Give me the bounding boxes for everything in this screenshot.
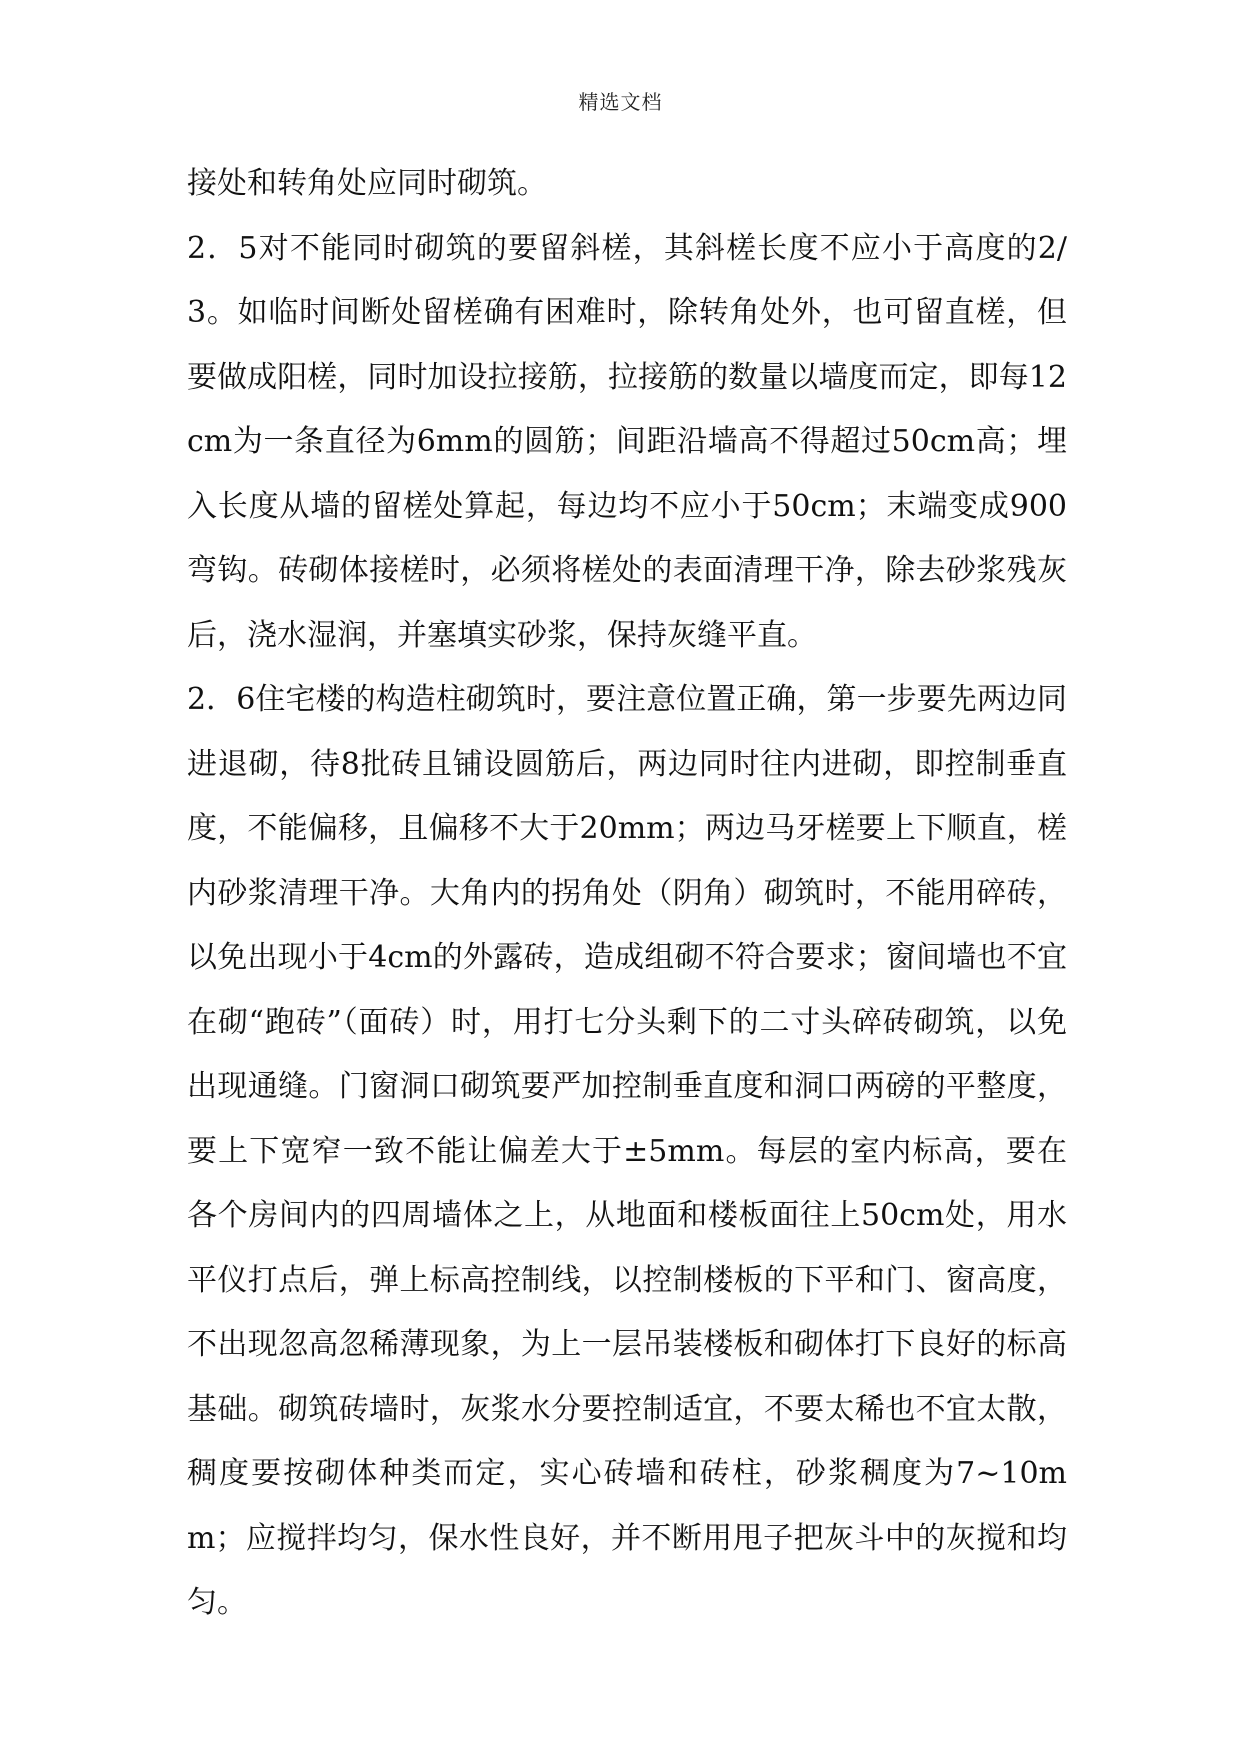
page-header: 精选文档 xyxy=(578,90,663,114)
paragraph-2-5: 2．5对不能同时砌筑的要留斜槎，其斜槎长度不应小于高度的2/3。如临时间断处留槎确有困难时，除转角处外，也可留直槎，但要做成阳槎，同时加设拉接筋，拉接筋的数量以墙度而定，即每12cm为一条直径为6mm的圆筋；间距沿墙高不得超过50cm高；埋入长度从墙的留槎处算起，每边均不应小于50cm；末端变成900弯钩。砖砌体接槎时，必须将槎处的表面清理干净，除去砂浆残灰后，浇水湿润，并塞填实砂浆，保持灰缝平直。 xyxy=(187,230,1067,653)
paragraph-continuation: 接处和转角处应同时砌筑。 xyxy=(187,166,547,201)
paragraph-2-6: 2．6住宅楼的构造柱砌筑时，要注意位置正确，第一步要先两边同进退砌，待8批砖且铺设圆筋后，两边同时往内进砌，即控制垂直度，不能偏移，且偏移不大于20mm；两边马牙槎要上下顺直，槎内砂浆清理干净。大角内的拐角处（阴角）砌筑时，不能用碎砖，以免出现小于4cm的外露砖，造成组砌不符合要求；窗间墙也不宜在砌“跑砖”（面砖）时，用打七分头剩下的二寸头碎砖砌筑，以免出现通缝。门窗洞口砌筑要严加控制垂直度和洞口两磅的平整度，要上下宽窄一致不能让偏差大于±5mm。每层的室内标高，要在各个房间内的四周墙体之上，从地面和楼板面往上50cm处，用水平仪打点后，弹上标高控制线，以控制楼板的下平和门、窗高度，不出现忽高忽稀薄现象，为上一层吊装楼板和砌体打下良好的标高基础。砌筑砖墙时，灰浆水分要控制适宜，不要太稀也不宜太散，稠度要按砌体种类而定，实心砖墙和砖柱，砂浆稠度为7~10mm；应搅拌均匀，保水性良好，并不断用甩子把灰斗中的灰搅和均匀。 xyxy=(187,682,1067,1620)
document-body xyxy=(187,152,1067,1636)
